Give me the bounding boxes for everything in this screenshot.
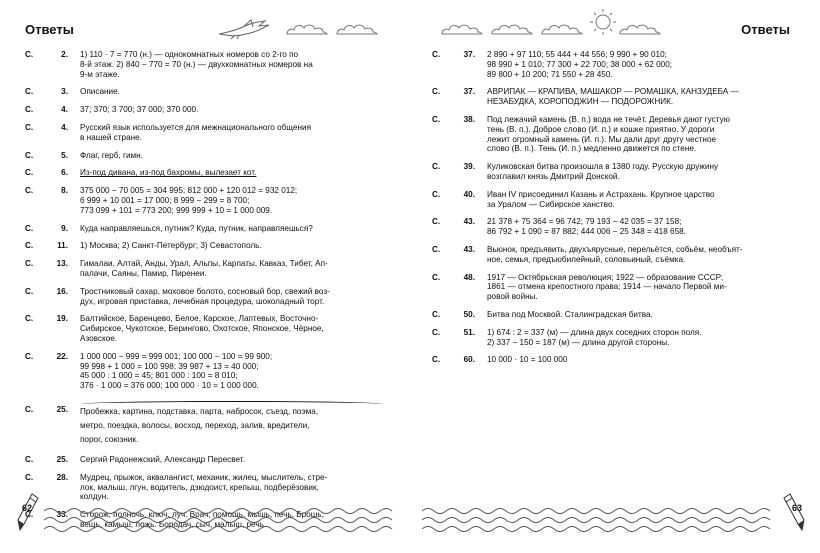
entry-line: 1) Москва; 2) Санкт-Петербург; 3) Севастополь. [80, 241, 262, 251]
entry-number: 3. [61, 87, 68, 97]
entry-number: 13. [56, 259, 68, 269]
entry-line: 8-й этаж. 2) 840 − 770 = 70 (н.) — двухкомнатных номеров на [80, 59, 313, 69]
entry-line: 21 378 + 75 364 = 96 742; 79 193 − 42 035 = 37 158; [487, 217, 682, 227]
cloud-icon [540, 22, 584, 36]
entry-number: 9. [61, 223, 68, 233]
entry-line: вещь, камыш, ложь. Бородач, сыч, малыш, речь. [80, 519, 267, 529]
answer-entry [25, 151, 385, 161]
entry-prefix: С. [432, 114, 441, 124]
entry-line: 375 000 − 70 005 = 304 995; 812 000 + 120 012 = 932 012; [80, 186, 298, 196]
answer-entry [432, 50, 784, 79]
entry-prefix: С. [432, 87, 441, 97]
answer-entry [25, 405, 385, 447]
entry-prefix: С. [25, 241, 34, 251]
entry-number: 25. [56, 404, 68, 414]
entry-number: 33. [56, 510, 68, 520]
answer-entry [432, 310, 784, 320]
entry-line: АВРИПАК — КРАПИВА, МАШАКОР — РОМАШКА, КАНЗУДЕБА — [487, 87, 739, 97]
answer-entry [432, 87, 784, 107]
entry-prefix: С. [25, 286, 34, 296]
entry-line: 1) 674 : 2 = 337 (м) — длина двух соседних сторон поля. [487, 327, 702, 337]
entry-number: 37. [463, 50, 475, 59]
entry-number: 48. [463, 272, 475, 282]
entry-prefix: С. [25, 122, 34, 132]
entry-line: Сибирское, Чукотское, Берингово, Охотское, Японское, Чёрное, [80, 324, 324, 334]
answer-entry [25, 287, 385, 307]
entry-line: возглавил князь Дмитрий Донской. [487, 171, 620, 181]
entry-number: 19. [56, 314, 68, 324]
entry-line: порог, союзник. [80, 434, 139, 444]
entry-line: колдун. [80, 492, 109, 502]
entry-number: 8. [61, 186, 68, 196]
entry-line: 86 792 + 1 090 = 87 882; 444 006 − 25 348 = 418 658. [487, 227, 686, 237]
cloud-icon [490, 22, 534, 36]
entry-number: 25. [56, 454, 68, 464]
entry-prefix: С. [25, 223, 34, 233]
answer-entry [432, 190, 784, 210]
entry-line: 2 890 + 97 110; 55 444 + 44 556; 9 990 + 90 010; [487, 50, 667, 59]
entry-number: 50. [463, 309, 475, 319]
answer-entry [432, 115, 784, 154]
entry-number: 6. [61, 168, 68, 178]
page-number-left: 62 [22, 503, 33, 513]
entry-line: Из-под дивана, из-под бахромы, вылезает кот. [80, 168, 257, 178]
entry-line: Мудрец, прыжок, аквалангист, механик, жилец, мыслитель, стре- [80, 472, 328, 482]
entry-line: ное, семья, предъюбилейный, соловьиный, съёмка. [487, 254, 686, 264]
entry-line: лок, малыш, лгун, водитель, дзюдоист, крепыш, подберёзовик, [80, 482, 319, 492]
entry-prefix: С. [432, 327, 441, 337]
answer-entry [25, 314, 385, 343]
answer-entry [432, 355, 784, 365]
entry-prefix: С. [432, 355, 441, 365]
entry-line: Куда направляешься, путник? Куда, путник, направляешься? [80, 223, 313, 233]
answer-entry [25, 186, 385, 215]
entry-prefix: С. [25, 351, 34, 361]
entry-line: Флаг, герб, гимн. [80, 150, 143, 160]
entry-line: Вьюнок, предъявить, двухъярусные, перельётся, собьём, необъят- [487, 244, 743, 254]
answer-entry [25, 241, 385, 251]
entry-prefix: С. [25, 168, 34, 178]
entry-line: Битва под Москвой. Сталинградская битва. [487, 309, 653, 319]
entry-prefix: С. [432, 272, 441, 282]
answers-list-right [432, 50, 784, 373]
entry-prefix: С. [25, 186, 34, 196]
entry-prefix: С. [432, 244, 441, 254]
entry-number: 2. [61, 50, 68, 59]
entry-line: НЕЗАБУДКА, КОРОПОДЖИН — ПОДОРОЖНИК. [487, 97, 674, 107]
entry-line: слово (В. п.). Тень (И. п.) медленно движется по стене. [487, 144, 697, 154]
answer-entry [25, 50, 385, 79]
entry-number: 43. [463, 244, 475, 254]
entry-line: 773 099 + 101 = 773 200; 999 999 + 10 = 1 000 009. [80, 205, 273, 215]
cloud-icon [618, 22, 662, 36]
entry-prefix: С. [25, 105, 34, 115]
entry-line: Иван IV присоединил Казань и Астрахань. Крупное царство [487, 189, 715, 199]
entry-line: Русский язык используется для межнационального общения [80, 122, 312, 132]
entry-line: Балтийское, Баренцево, Белое, Карское, Лаптевых, Восточно- [80, 314, 319, 324]
entry-line: 2) 337 − 150 = 187 (м) — длина другой стороны. [487, 337, 670, 347]
right-page [410, 0, 820, 553]
entry-prefix: С. [25, 472, 34, 482]
answer-entry [25, 352, 385, 391]
entry-prefix: С. [432, 309, 441, 319]
entry-number: 28. [56, 472, 68, 482]
answers-list-left [25, 50, 385, 538]
entry-line: Пробежка, картина, подставка, парта, набросок, съезд, поэма, [80, 405, 385, 419]
entry-line: тень (В. п.). Доброе слово (И. п.) и кошке приятно. У дороги [487, 124, 715, 134]
entry-prefix: С. [25, 50, 34, 59]
entry-prefix: С. [25, 87, 34, 97]
entry-prefix: С. [25, 259, 34, 269]
entry-line: Сергий Радонежский, Александр Пересвет. [80, 454, 245, 464]
answer-entry [432, 245, 784, 265]
entry-number: 22. [56, 351, 68, 361]
entry-line: ровой войны. [487, 292, 538, 302]
entry-number: 37. [463, 87, 475, 97]
answer-entry [25, 87, 385, 97]
wave-divider [44, 505, 400, 535]
bird-icon [215, 18, 275, 40]
entry-line: Сторож, полночь, ключ, луч. Врач, помощь, мышь, печь. Брошь, [80, 510, 324, 520]
answer-entry [432, 273, 784, 302]
entry-number: 38. [463, 114, 475, 124]
answer-entry [25, 168, 385, 178]
entry-number: 51. [463, 327, 475, 337]
entry-number: 5. [61, 150, 68, 160]
entry-prefix: С. [25, 404, 34, 414]
answer-entry [25, 473, 385, 502]
entry-prefix: С. [25, 454, 34, 464]
entry-number: 43. [463, 217, 475, 227]
entry-line: дух, игровая приставка, лечебная процедура, шоколадный торт. [80, 296, 325, 306]
entry-number: 40. [463, 189, 475, 199]
answer-entry [25, 123, 385, 143]
entry-prefix: С. [432, 217, 441, 227]
answer-entry [432, 217, 784, 237]
entry-line: 10 000 · 10 = 100 000 [487, 355, 568, 365]
entry-prefix: С. [432, 162, 441, 172]
entry-number: 60. [463, 355, 475, 365]
entry-prefix: С. [25, 314, 34, 324]
entry-line: 1861 — отмена крепостного права; 1914 — начало Первой ми- [487, 282, 727, 292]
entry-prefix: С. [432, 189, 441, 199]
entry-line: 1917 — Октябрьская революция; 1922 — образование СССР; [487, 272, 724, 282]
entry-line: 1 000 000 − 999 = 999 001; 100 000 − 100 = 99 900; [80, 351, 273, 361]
wave-divider [422, 505, 776, 535]
pencil-icon [782, 490, 808, 534]
entry-line: 98 990 + 1 010; 77 300 + 22 700; 38 000 + 62 000; [487, 59, 673, 69]
entry-number: 4. [61, 105, 68, 115]
cloud-icon [335, 22, 379, 36]
entry-line: 9-м этаже. [80, 69, 120, 79]
entry-line: метро, поездка, волосы, восход, переход, залив, вредители, [80, 420, 310, 430]
answer-entry [25, 224, 385, 234]
answer-entry [25, 455, 385, 465]
answer-entry [25, 259, 385, 279]
entry-number: 4. [61, 122, 68, 132]
entry-line: Гималаи, Алтай, Анды, Урал, Альпы, Карпаты, Кавказ, Тибет, Ап- [80, 259, 328, 269]
entry-line: 37; 370; 3 700; 37 000; 370 000. [80, 105, 199, 115]
entry-line: лежит огромный камень (И. п.). Мы дали друг другу честное [487, 134, 717, 144]
answer-entry [432, 328, 784, 348]
entry-line: за Уралом — Сибирское ханство. [487, 199, 615, 209]
entry-number: 16. [56, 286, 68, 296]
entry-line: 1) 110 · 7 = 770 (н.) — однокомнатных номеров со 2-го по [80, 50, 299, 59]
entry-line: Тростниковый сахар, моховое болото, сосновый бор, свежий воз- [80, 286, 330, 296]
entry-line: 99 998 + 1 000 = 100 998; 39 987 + 13 = 40 000; [80, 361, 259, 371]
entry-line: Азовское. [80, 333, 118, 343]
entry-line: Описание. [80, 87, 120, 97]
page-title-right: Ответы [741, 22, 790, 37]
cloud-icon [285, 22, 329, 36]
entry-prefix: С. [25, 150, 34, 160]
page-title-left: Ответы [25, 22, 74, 37]
answer-entry [25, 105, 385, 115]
page-number-right: 63 [791, 503, 802, 513]
entry-line: 6 999 + 10 001 = 17 000; 8 999 − 299 = 8 700; [80, 195, 250, 205]
entry-number: 11. [57, 241, 68, 251]
sun-icon [585, 6, 621, 36]
answer-entry [432, 162, 784, 182]
entry-prefix: С. [25, 510, 34, 520]
entry-line: Куликовская битва произошла в 1380 году. Русскую дружину [487, 162, 719, 172]
entry-line: палачи, Саяны, Памир, Пиренеи. [80, 268, 207, 278]
entry-line: 45 000 : 1 000 = 45; 801 000 : 100 = 8 010; [80, 371, 238, 381]
entry-line: в нашей стране. [80, 132, 142, 142]
entry-line: 89 800 + 10 200; 71 550 + 28 450. [487, 69, 613, 79]
entry-line: 376 · 1 000 = 376 000; 100 000 · 10 = 1 000 000. [80, 381, 259, 391]
entry-number: 39. [463, 162, 475, 172]
entry-prefix: С. [432, 50, 441, 59]
entry-line: Под лежачий камень (В. п.) вода не течёт. Деревья дают густую [487, 114, 730, 124]
cloud-icon [440, 22, 484, 36]
